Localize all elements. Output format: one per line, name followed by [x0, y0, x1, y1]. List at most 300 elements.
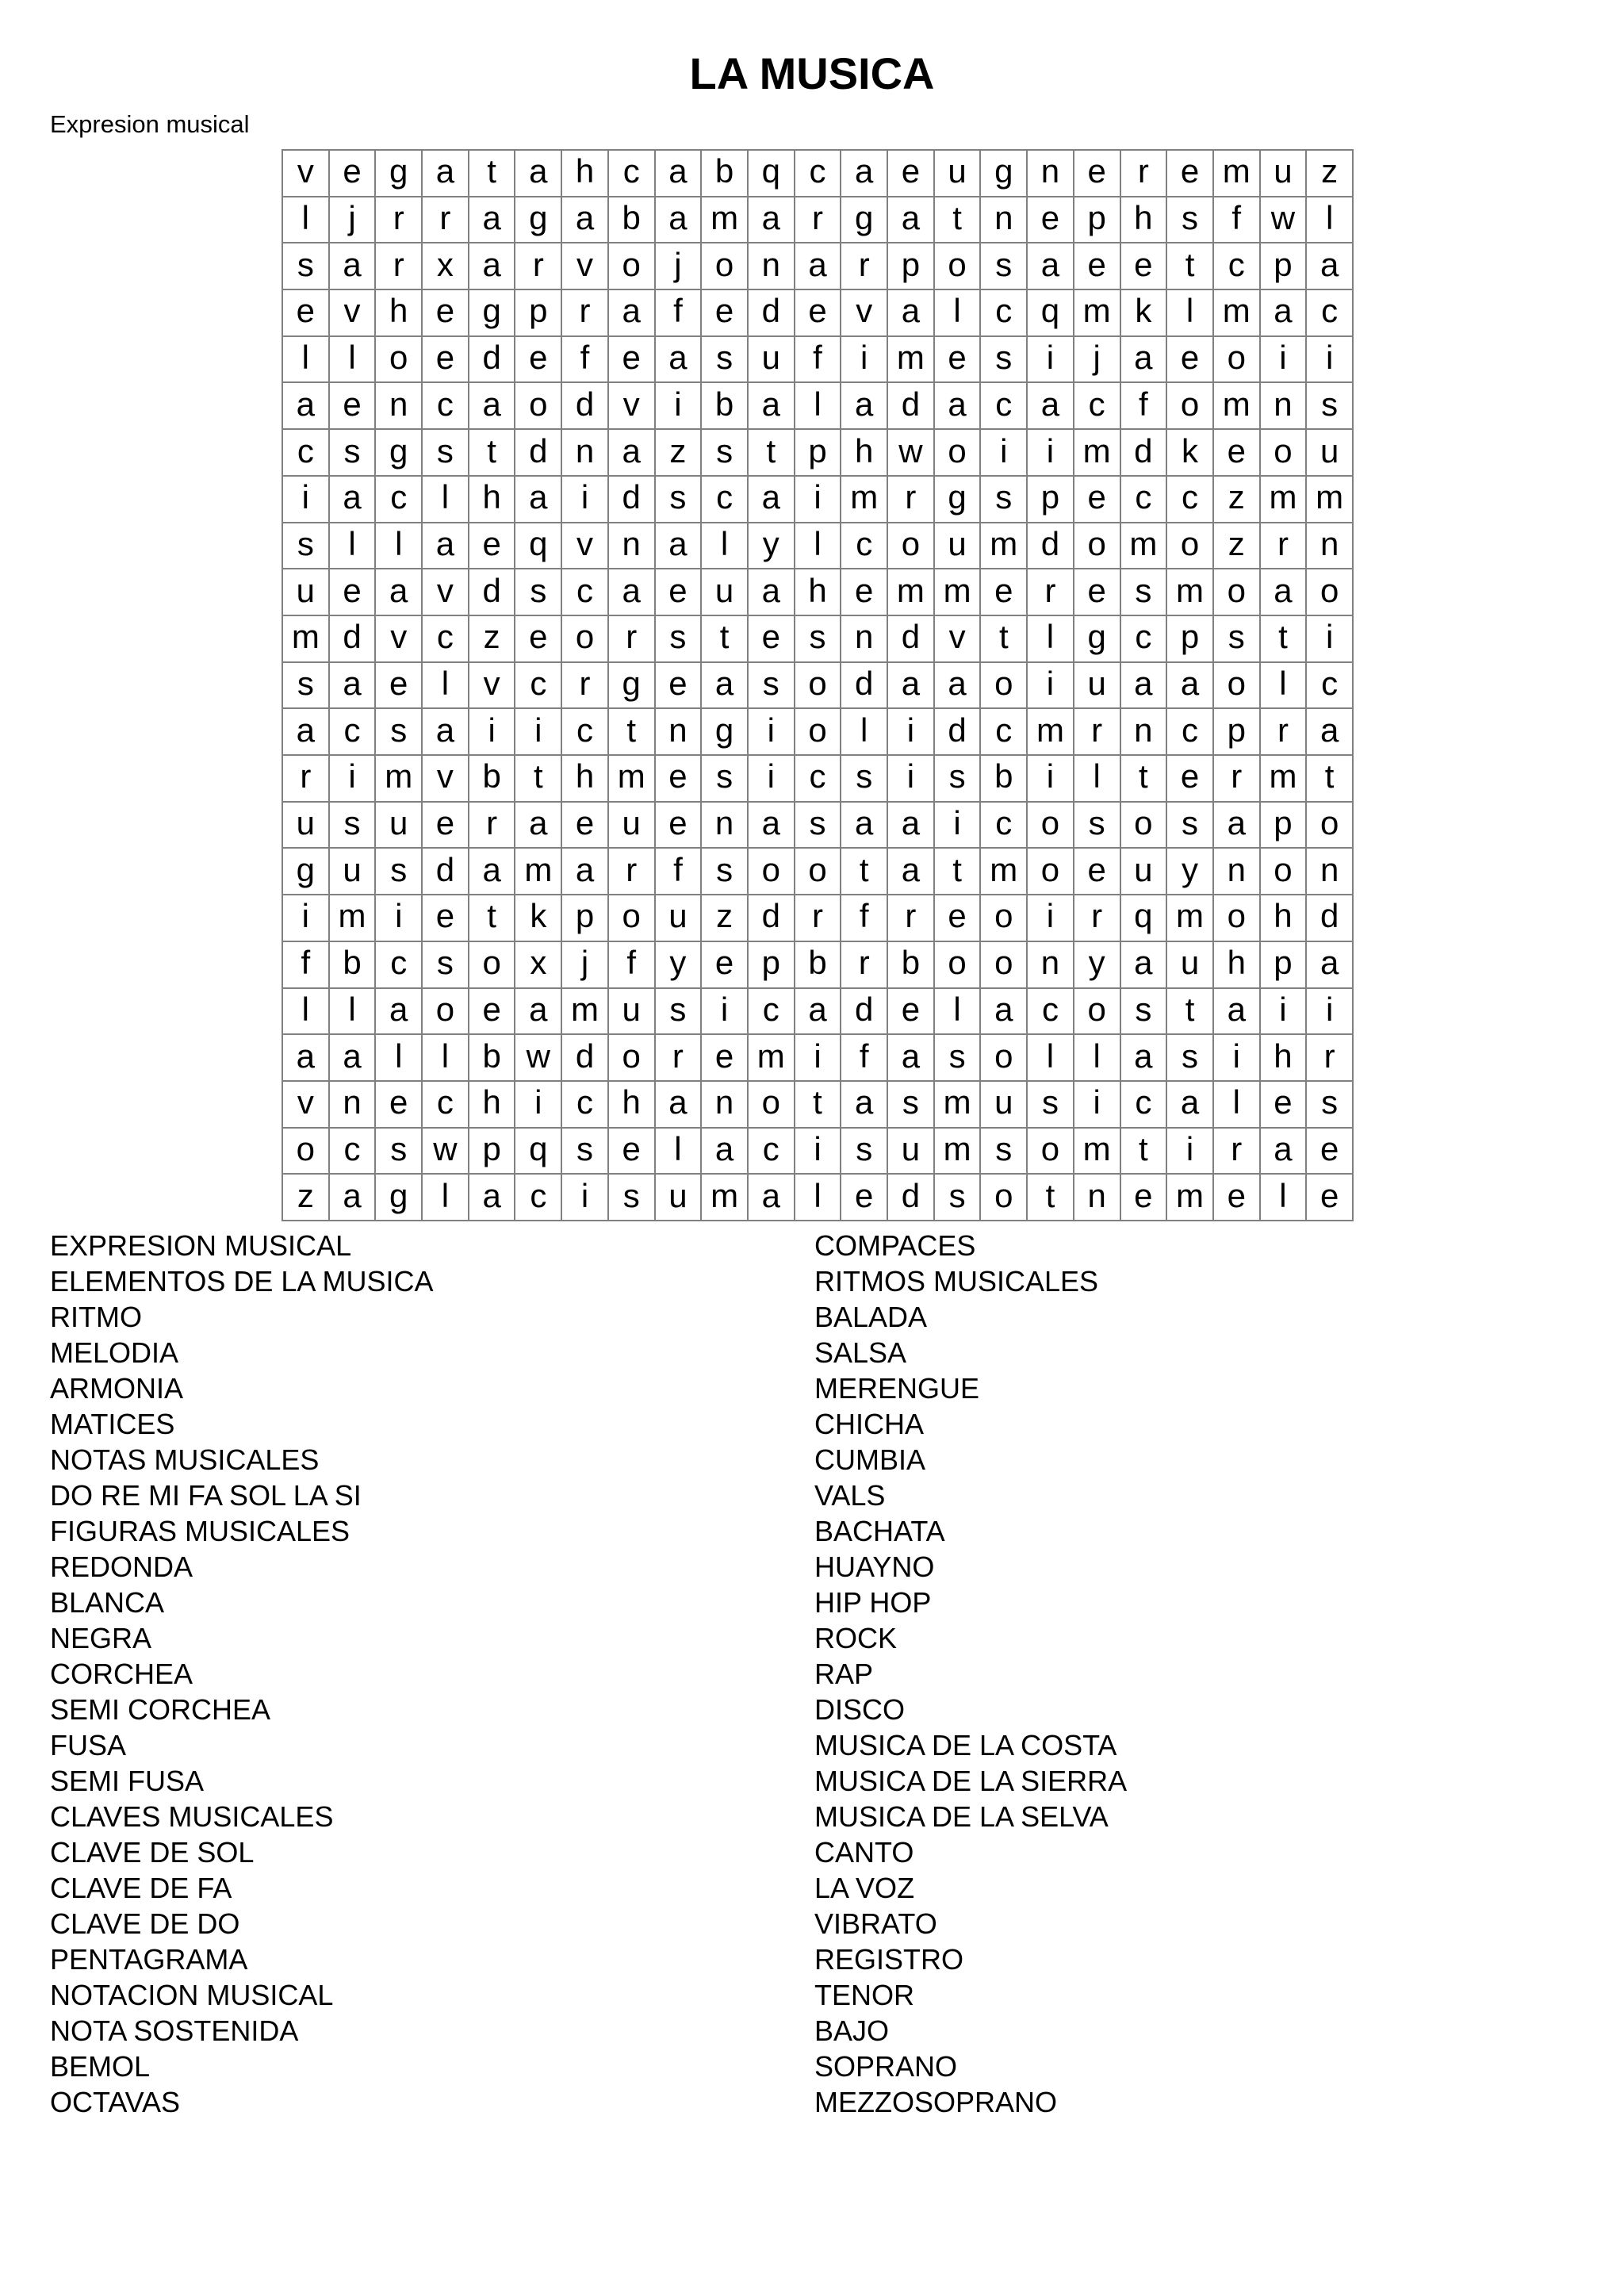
grid-cell: o	[423, 989, 469, 1036]
grid-cell: u	[609, 803, 656, 849]
grid-cell: v	[423, 569, 469, 616]
grid-cell: o	[981, 942, 1028, 989]
grid-cell: o	[981, 1175, 1028, 1221]
grid-cell: e	[1074, 569, 1121, 616]
word-list-item: HUAYNO	[814, 1550, 935, 1583]
word-list-item: COMPACES	[814, 1229, 976, 1262]
grid-cell: l	[1261, 1175, 1308, 1221]
grid-cell: m	[562, 989, 609, 1036]
grid-cell: h	[1261, 895, 1308, 942]
grid-cell: s	[330, 803, 377, 849]
grid-cell: v	[469, 663, 516, 710]
grid-cell: p	[1167, 616, 1214, 663]
grid-cell: o	[981, 663, 1028, 710]
grid-cell: m	[1307, 477, 1354, 523]
grid-cell: i	[1261, 337, 1308, 384]
grid-cell: m	[376, 756, 423, 803]
grid-cell: j	[562, 942, 609, 989]
word-list-item: NOTACION MUSICAL	[50, 1979, 334, 2011]
grid-cell: h	[609, 1082, 656, 1129]
grid-cell: i	[1028, 430, 1074, 477]
grid-cell: b	[702, 383, 749, 430]
grid-cell: a	[1261, 290, 1308, 337]
grid-cell: a	[515, 803, 562, 849]
grid-cell: n	[1261, 383, 1308, 430]
grid-cell: s	[1167, 197, 1214, 244]
grid-cell: s	[515, 569, 562, 616]
grid-cell: d	[841, 663, 888, 710]
grid-cell: s	[935, 1035, 982, 1082]
grid-cell: p	[562, 895, 609, 942]
grid-cell: e	[376, 663, 423, 710]
grid-cell: e	[1214, 1175, 1261, 1221]
grid-cell: e	[841, 1175, 888, 1221]
grid-cell: f	[841, 1035, 888, 1082]
grid-cell: a	[749, 1175, 795, 1221]
grid-cell: m	[1214, 151, 1261, 197]
grid-cell: e	[1167, 151, 1214, 197]
grid-cell: m	[749, 1035, 795, 1082]
grid-cell: m	[981, 849, 1028, 895]
grid-cell: q	[749, 151, 795, 197]
grid-cell: a	[1121, 337, 1168, 384]
grid-cell: c	[283, 430, 330, 477]
grid-cell: n	[330, 1082, 377, 1129]
word-list-item: BAJO	[814, 2014, 890, 2047]
grid-cell: c	[609, 151, 656, 197]
grid-cell: m	[935, 569, 982, 616]
grid-cell: l	[330, 337, 377, 384]
word-list-item: BACHATA	[814, 1515, 945, 1547]
grid-cell: r	[1121, 151, 1168, 197]
grid-cell: e	[423, 895, 469, 942]
grid-cell: e	[1307, 1175, 1354, 1221]
grid-cell: z	[1214, 477, 1261, 523]
grid-cell: t	[981, 616, 1028, 663]
grid-cell: x	[423, 243, 469, 290]
grid-cell: a	[562, 849, 609, 895]
grid-cell: n	[749, 243, 795, 290]
grid-cell: f	[795, 337, 842, 384]
word-list-item: REGISTRO	[814, 1943, 964, 1976]
grid-cell: t	[935, 849, 982, 895]
grid-cell: v	[423, 756, 469, 803]
grid-cell: n	[1074, 1175, 1121, 1221]
grid-cell: m	[1167, 1175, 1214, 1221]
grid-cell: p	[749, 942, 795, 989]
grid-cell: s	[981, 243, 1028, 290]
grid-cell: a	[469, 849, 516, 895]
grid-cell: p	[1028, 477, 1074, 523]
grid-cell: z	[702, 895, 749, 942]
grid-cell: u	[981, 1082, 1028, 1129]
grid-cell: a	[656, 151, 703, 197]
grid-cell: a	[469, 197, 516, 244]
grid-cell: w	[888, 430, 935, 477]
grid-cell: i	[1028, 337, 1074, 384]
grid-cell: a	[330, 243, 377, 290]
grid-cell: o	[1028, 849, 1074, 895]
grid-cell: o	[795, 849, 842, 895]
grid-cell: i	[1028, 895, 1074, 942]
grid-cell: t	[935, 197, 982, 244]
grid-cell: b	[795, 942, 842, 989]
grid-cell: a	[888, 1035, 935, 1082]
grid-cell: i	[749, 709, 795, 756]
grid-cell: l	[1261, 663, 1308, 710]
grid-cell: d	[935, 709, 982, 756]
grid-cell: r	[795, 895, 842, 942]
grid-cell: m	[841, 477, 888, 523]
grid-cell: b	[981, 756, 1028, 803]
grid-cell: e	[656, 756, 703, 803]
grid-cell: l	[283, 197, 330, 244]
grid-cell: e	[656, 663, 703, 710]
word-list-item: HIP HOP	[814, 1586, 932, 1619]
grid-cell: r	[841, 942, 888, 989]
grid-cell: o	[795, 709, 842, 756]
grid-cell: r	[1307, 1035, 1354, 1082]
grid-cell: e	[1074, 477, 1121, 523]
grid-cell: f	[656, 849, 703, 895]
grid-cell: l	[283, 989, 330, 1036]
grid-cell: s	[562, 1129, 609, 1175]
grid-cell: c	[981, 709, 1028, 756]
grid-cell: i	[1307, 616, 1354, 663]
grid-cell: m	[888, 569, 935, 616]
grid-cell: g	[283, 849, 330, 895]
grid-cell: r	[609, 849, 656, 895]
word-list-item: CORCHEA	[50, 1658, 193, 1690]
word-list-item: LA VOZ	[814, 1872, 915, 1904]
grid-cell: a	[469, 1175, 516, 1221]
grid-cell: l	[423, 1035, 469, 1082]
grid-cell: l	[423, 1175, 469, 1221]
grid-cell: k	[1167, 430, 1214, 477]
grid-cell: r	[795, 197, 842, 244]
grid-cell: w	[515, 1035, 562, 1082]
grid-cell: i	[1167, 1129, 1214, 1175]
grid-cell: i	[1307, 337, 1354, 384]
grid-cell: c	[795, 151, 842, 197]
grid-cell: c	[376, 942, 423, 989]
grid-cell: z	[656, 430, 703, 477]
grid-cell: v	[841, 290, 888, 337]
grid-cell: u	[935, 523, 982, 570]
page-subtitle: Expresion musical	[50, 110, 250, 138]
grid-cell: m	[1261, 756, 1308, 803]
grid-cell: m	[1074, 1129, 1121, 1175]
grid-cell: i	[330, 756, 377, 803]
grid-cell: i	[469, 709, 516, 756]
grid-cell: e	[283, 290, 330, 337]
grid-cell: m	[935, 1129, 982, 1175]
grid-cell: e	[981, 569, 1028, 616]
grid-cell: c	[562, 569, 609, 616]
grid-cell: u	[1307, 430, 1354, 477]
grid-cell: o	[1028, 803, 1074, 849]
grid-cell: i	[656, 383, 703, 430]
grid-cell: s	[981, 1129, 1028, 1175]
grid-cell: o	[1074, 989, 1121, 1036]
word-list-item: MEZZOSOPRANO	[814, 2086, 1058, 2118]
grid-cell: h	[1214, 942, 1261, 989]
grid-cell: o	[1167, 383, 1214, 430]
grid-cell: l	[376, 1035, 423, 1082]
grid-cell: d	[562, 1035, 609, 1082]
grid-cell: l	[1074, 1035, 1121, 1082]
word-list-item: MUSICA DE LA COSTA	[814, 1729, 1117, 1761]
grid-cell: a	[609, 569, 656, 616]
grid-cell: i	[795, 1129, 842, 1175]
grid-cell: m	[1167, 569, 1214, 616]
grid-cell: i	[795, 477, 842, 523]
grid-cell: m	[935, 1082, 982, 1129]
grid-cell: e	[841, 569, 888, 616]
grid-cell: s	[749, 663, 795, 710]
grid-cell: s	[283, 523, 330, 570]
grid-cell: a	[515, 989, 562, 1036]
grid-cell: r	[656, 1035, 703, 1082]
grid-cell: i	[1261, 989, 1308, 1036]
grid-cell: r	[376, 243, 423, 290]
grid-cell: o	[1214, 337, 1261, 384]
grid-cell: g	[515, 197, 562, 244]
grid-cell: a	[749, 197, 795, 244]
word-list-item: DO RE MI FA SOL LA SI	[50, 1479, 362, 1512]
grid-cell: a	[795, 989, 842, 1036]
grid-cell: l	[283, 337, 330, 384]
grid-cell: l	[376, 523, 423, 570]
grid-cell: e	[1261, 1082, 1308, 1129]
grid-cell: a	[1214, 989, 1261, 1036]
page-title: LA MUSICA	[689, 48, 935, 98]
grid-cell: m	[1074, 430, 1121, 477]
grid-cell: s	[702, 337, 749, 384]
grid-cell: a	[935, 663, 982, 710]
grid-cell: e	[515, 616, 562, 663]
grid-cell: i	[749, 756, 795, 803]
grid-cell: m	[283, 616, 330, 663]
grid-cell: a	[423, 151, 469, 197]
grid-cell: e	[935, 337, 982, 384]
grid-cell: t	[609, 709, 656, 756]
grid-cell: e	[1167, 756, 1214, 803]
grid-cell: a	[1307, 709, 1354, 756]
word-list-item: CLAVE DE FA	[50, 1872, 232, 1904]
grid-cell: o	[283, 1129, 330, 1175]
grid-cell: s	[376, 709, 423, 756]
grid-cell: v	[283, 151, 330, 197]
word-list-left	[50, 1228, 433, 2120]
grid-cell: s	[1307, 1082, 1354, 1129]
grid-cell: a	[376, 989, 423, 1036]
grid-cell: c	[562, 709, 609, 756]
grid-cell: k	[1121, 290, 1168, 337]
grid-cell: t	[749, 430, 795, 477]
grid-cell: i	[1028, 756, 1074, 803]
word-list-item: RITMOS MUSICALES	[814, 1265, 1099, 1297]
grid-cell: i	[888, 756, 935, 803]
grid-cell: o	[1214, 569, 1261, 616]
grid-cell: c	[841, 523, 888, 570]
grid-cell: u	[283, 803, 330, 849]
grid-cell: a	[515, 151, 562, 197]
grid-cell: r	[469, 803, 516, 849]
grid-cell: r	[1074, 895, 1121, 942]
grid-cell: p	[888, 243, 935, 290]
grid-cell: e	[609, 337, 656, 384]
grid-cell: f	[609, 942, 656, 989]
word-list-item: BEMOL	[50, 2050, 151, 2083]
grid-cell: d	[888, 1175, 935, 1221]
grid-cell: y	[1074, 942, 1121, 989]
grid-cell: r	[609, 616, 656, 663]
grid-cell: e	[469, 989, 516, 1036]
grid-cell: o	[795, 663, 842, 710]
word-list-item: SEMI CORCHEA	[50, 1693, 271, 1726]
grid-cell: e	[423, 803, 469, 849]
grid-cell: s	[1167, 803, 1214, 849]
grid-cell: l	[330, 523, 377, 570]
grid-cell: j	[330, 197, 377, 244]
grid-cell: p	[1261, 942, 1308, 989]
grid-cell: i	[1074, 1082, 1121, 1129]
grid-cell: d	[1307, 895, 1354, 942]
word-list-item: DISCO	[814, 1693, 906, 1726]
grid-cell: s	[935, 756, 982, 803]
grid-cell: e	[795, 290, 842, 337]
grid-cell: f	[283, 942, 330, 989]
grid-cell: c	[1214, 243, 1261, 290]
grid-cell: r	[1214, 1129, 1261, 1175]
grid-cell: d	[562, 383, 609, 430]
grid-cell: s	[702, 430, 749, 477]
word-list-item: NOTA SOSTENIDA	[50, 2014, 299, 2047]
grid-cell: f	[841, 895, 888, 942]
grid-cell: a	[888, 663, 935, 710]
word-list-item: CANTO	[814, 1836, 914, 1869]
grid-cell: p	[469, 1129, 516, 1175]
grid-cell: a	[469, 383, 516, 430]
grid-cell: a	[330, 1175, 377, 1221]
grid-cell: s	[702, 756, 749, 803]
grid-cell: e	[1167, 337, 1214, 384]
grid-cell: s	[841, 756, 888, 803]
grid-cell: o	[1261, 849, 1308, 895]
grid-cell: i	[702, 989, 749, 1036]
grid-cell: c	[1307, 663, 1354, 710]
grid-cell: t	[1028, 1175, 1074, 1221]
grid-cell: v	[330, 290, 377, 337]
grid-cell: e	[656, 569, 703, 616]
grid-cell: c	[981, 383, 1028, 430]
grid-cell: s	[656, 989, 703, 1036]
grid-cell: o	[1307, 569, 1354, 616]
grid-cell: f	[1121, 383, 1168, 430]
grid-cell: s	[1214, 616, 1261, 663]
grid-cell: s	[376, 849, 423, 895]
grid-cell: u	[376, 803, 423, 849]
grid-cell: a	[795, 243, 842, 290]
grid-cell: h	[469, 1082, 516, 1129]
grid-cell: i	[515, 709, 562, 756]
grid-cell: l	[423, 663, 469, 710]
grid-cell: b	[469, 756, 516, 803]
grid-cell: i	[1214, 1035, 1261, 1082]
grid-cell: f	[1214, 197, 1261, 244]
word-search-grid	[282, 149, 1354, 1221]
word-list-item: CLAVES MUSICALES	[50, 1800, 334, 1833]
grid-cell: a	[1307, 942, 1354, 989]
grid-cell: o	[609, 1035, 656, 1082]
grid-cell: a	[888, 849, 935, 895]
grid-cell: i	[888, 709, 935, 756]
grid-cell: h	[1121, 197, 1168, 244]
grid-cell: z	[283, 1175, 330, 1221]
grid-cell: o	[749, 1082, 795, 1129]
word-list-item: CUMBIA	[814, 1443, 926, 1476]
grid-cell: s	[981, 477, 1028, 523]
grid-cell: o	[935, 430, 982, 477]
grid-cell: e	[888, 989, 935, 1036]
grid-cell: a	[702, 1129, 749, 1175]
grid-cell: e	[1214, 430, 1261, 477]
grid-cell: n	[1307, 849, 1354, 895]
grid-cell: e	[330, 151, 377, 197]
grid-cell: l	[795, 1175, 842, 1221]
grid-cell: u	[888, 1129, 935, 1175]
grid-cell: e	[1074, 849, 1121, 895]
grid-cell: o	[609, 243, 656, 290]
grid-cell: a	[656, 523, 703, 570]
grid-cell: c	[981, 803, 1028, 849]
grid-cell: r	[1261, 523, 1308, 570]
grid-cell: a	[423, 523, 469, 570]
grid-cell: q	[1121, 895, 1168, 942]
grid-cell: a	[515, 477, 562, 523]
grid-cell: a	[283, 383, 330, 430]
grid-cell: l	[1167, 290, 1214, 337]
grid-cell: c	[1121, 477, 1168, 523]
grid-cell: u	[935, 151, 982, 197]
word-list-item: CHICHA	[814, 1408, 925, 1440]
grid-cell: p	[795, 430, 842, 477]
grid-cell: s	[283, 243, 330, 290]
grid-cell: o	[935, 942, 982, 989]
grid-cell: v	[609, 383, 656, 430]
grid-cell: n	[656, 709, 703, 756]
grid-cell: n	[1028, 942, 1074, 989]
grid-cell: l	[1307, 197, 1354, 244]
word-list-item: TENOR	[814, 1979, 914, 2011]
grid-cell: e	[1028, 197, 1074, 244]
grid-cell: r	[1074, 709, 1121, 756]
grid-cell: e	[702, 290, 749, 337]
grid-cell: a	[330, 477, 377, 523]
grid-cell: u	[330, 849, 377, 895]
grid-cell: a	[656, 1082, 703, 1129]
grid-cell: r	[888, 895, 935, 942]
grid-cell: i	[795, 1035, 842, 1082]
grid-cell: c	[562, 1082, 609, 1129]
grid-cell: s	[423, 942, 469, 989]
grid-cell: j	[656, 243, 703, 290]
grid-cell: u	[702, 569, 749, 616]
grid-cell: c	[1167, 477, 1214, 523]
grid-cell: a	[888, 290, 935, 337]
word-list-item: MUSICA DE LA SIERRA	[814, 1765, 1128, 1797]
